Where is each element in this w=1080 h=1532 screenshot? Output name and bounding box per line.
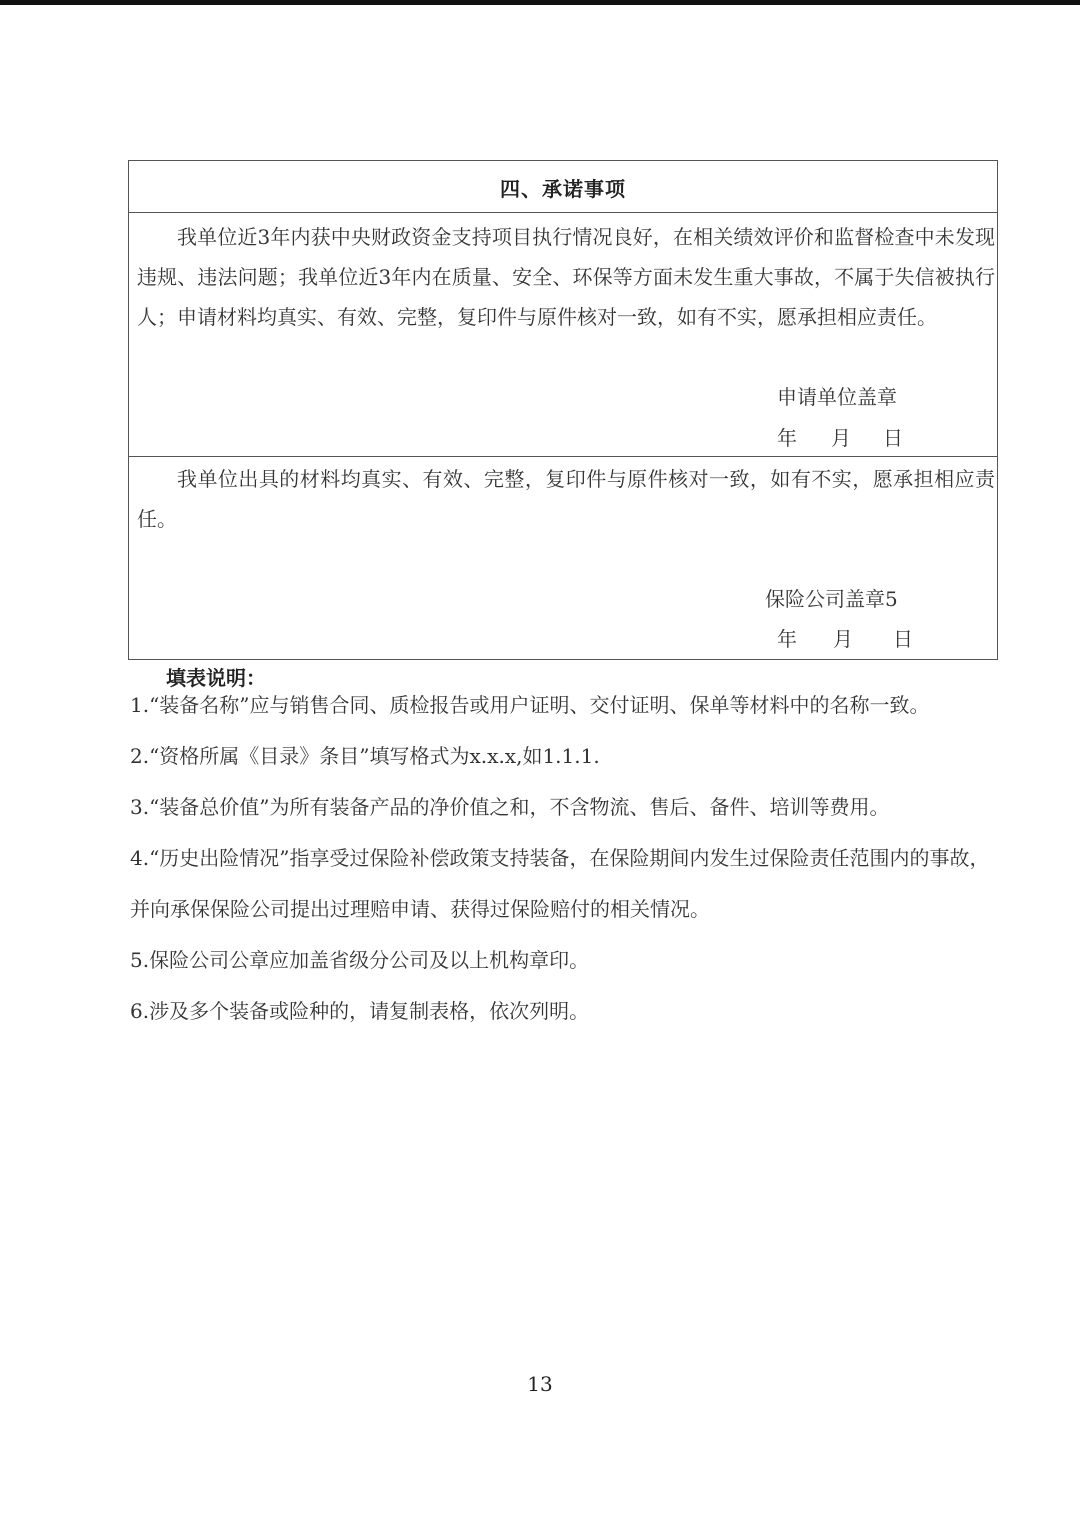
insurer-commitment-text: 我单位出具的材料均真实、有效、完整，复印件与原件核对一致，如有不实，愿承担相应责任。 — [137, 467, 995, 531]
applicant-commitment-row — [129, 213, 997, 457]
note-item: 5.保险公司公章应加盖省级分公司及以上机构章印。 — [130, 948, 590, 972]
insurer-commitment-row — [129, 457, 997, 661]
notes-list — [130, 680, 1005, 1037]
page-number: 13 — [527, 1372, 553, 1396]
date-day: 日 — [883, 426, 903, 450]
note-item: 1.“装备名称”应与销售合同、质检报告或用户证明、交付证明、保单等材料中的名称一致。 — [130, 693, 930, 717]
note-item: 2.“资格所属《目录》条目”填写格式为x.x.x,如1.1.1. — [130, 744, 600, 768]
insurer-seal-label: 保险公司盖章5 — [765, 587, 898, 611]
insurer-date-line — [777, 627, 913, 651]
note-item: 3.“装备总价值”为所有装备产品的净价值之和，不含物流、售后、备件、培训等费用。 — [130, 795, 890, 819]
date-year: 年 — [777, 426, 797, 450]
date-month: 月 — [831, 426, 851, 450]
applicant-commitment-text: 我单位近3年内获中央财政资金支持项目执行情况良好，在相关绩效评价和监督检查中未发现违规、违法问题；我单位近3年内在质量、安全、环保等方面未发生重大事故，不属于失信被执行人；申请材料均真实、有效、完整，复印件与原件核对一致，如有不实，愿承担相应责任。 — [137, 225, 995, 329]
note-item: 4.“历史出险情况”指享受过保险补偿政策支持装备，在保险期间内发生过保险责任范围内的事故，并向承保保险公司提出过理赔申请、获得过保险赔付的相关情况。 — [130, 846, 990, 921]
section-title: 四、承诺事项 — [500, 177, 626, 201]
applicant-date-line — [777, 426, 903, 450]
applicant-seal-label: 申请单位盖章 — [777, 385, 897, 409]
top-border — [0, 0, 1080, 5]
notes-title: 填表说明： — [166, 666, 266, 690]
commitment-table — [128, 160, 998, 660]
date-year: 年 — [777, 627, 797, 651]
date-month: 月 — [833, 627, 853, 651]
note-item: 6.涉及多个装备或险种的，请复制表格，依次列明。 — [130, 999, 590, 1023]
table-header-row — [129, 161, 997, 213]
date-day: 日 — [893, 627, 913, 651]
